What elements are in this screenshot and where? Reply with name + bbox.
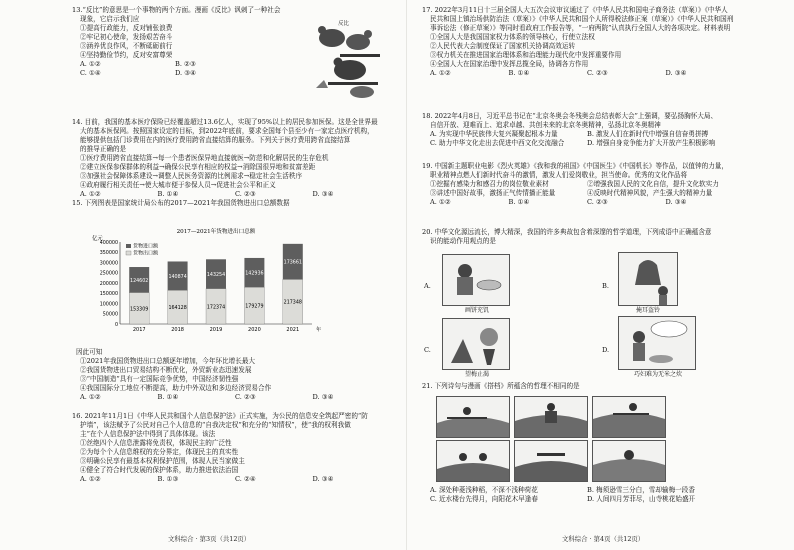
- x-tick-label: 2021: [286, 327, 300, 333]
- q21-comic-panel-5: [514, 440, 588, 482]
- q20-line-2: 识的能动作用观点的是: [430, 237, 496, 245]
- q18-row-1: [422, 130, 744, 139]
- x-tick-label: 2017: [132, 327, 146, 333]
- q14-choice-b[interactable]: B. ①④: [157, 190, 179, 198]
- q17-choice-a[interactable]: A. ①②: [430, 69, 451, 77]
- q21-comic-panel-3: [592, 396, 666, 438]
- q15-option-2: ②我国货物进出口贸易结构不断优化，外贸新业态迅速发展: [80, 366, 252, 374]
- q16-option-3: ③明确公民享有最基本权利保护范围，体现人民当家做主: [80, 457, 245, 465]
- q20-label-c[interactable]: C.: [424, 346, 431, 354]
- q19-line-2: 职业精神点燃人们新时代奋斗的激情，激发人们爱岗敬业，担当使命。优秀的文化作品将: [430, 171, 688, 179]
- q14-option-3: ③加强社会保障体系建设→调整人民医务资源的比例需求→稳定社会生活秩序: [80, 172, 303, 180]
- q15-option-4: ④我国国际分工地位不断提高，助力中外双边和多边经济贸易合作: [80, 384, 272, 392]
- q13-choice-a[interactable]: A. ①②: [80, 60, 101, 68]
- q15-choice-b[interactable]: B. ①④: [157, 393, 179, 401]
- q17-line-2: 民共和国上镇治场供防治法（草案）》《中华人民共和国个人所得税法修正案（草案）》《中华人民共和国刑: [430, 15, 734, 23]
- q20-image-b: [618, 252, 678, 306]
- bar-label-import: 140874: [168, 274, 187, 280]
- bar-label-export: 153309: [130, 307, 149, 313]
- y-tick-label: 150000: [99, 292, 118, 298]
- bar-label-import: 142936: [245, 271, 264, 277]
- bar-label-export: 179279: [245, 304, 264, 310]
- q14-choice-a[interactable]: A. ①②: [80, 190, 101, 198]
- x-tick-label: 2019: [209, 327, 223, 333]
- question-16: [72, 412, 390, 484]
- q20-label-b[interactable]: B.: [602, 282, 609, 290]
- q14-option-2: ②建立医保参保群体的利益→确保公民享有相应的权益→消除国很异地和贫富差距: [80, 163, 316, 171]
- q13-choices: [72, 60, 270, 69]
- bar-label-export: 217348: [283, 300, 302, 306]
- comic-panel-icon: [515, 441, 587, 481]
- comic-panel-icon: [437, 397, 509, 437]
- q17-choice-b[interactable]: B. ①④: [508, 69, 530, 77]
- q14-option-4: ④政府履行相关责任→使大城市便于参保人员→促进社会公平和正义: [80, 181, 276, 189]
- cartoon-title: 反比: [338, 21, 350, 27]
- right-page-footer: 文科综合 · 第4页（共12页）: [562, 535, 645, 543]
- y-tick-label: 350000: [99, 251, 118, 257]
- q17-option-3: ③权力机关在推进国家治理体系和治理能力现代化中发挥重要作用: [430, 51, 622, 59]
- q15-choices: [72, 393, 390, 402]
- q17-choice-d[interactable]: D. ③④: [665, 69, 687, 77]
- q18-choice-a[interactable]: A. 为实现中华民族伟大复兴凝聚起根本力量: [430, 130, 558, 138]
- q17-line-1: 17. 2022年3月11日十三届全国人大五次会议审议通过了《中华人民共和国电子商务法（草案）》《中华人: [422, 6, 728, 14]
- q14-line-3: 能够提供包括门诊费用在内的医疗费用跨省直接结算的服务。下列关于医疗费用跨省直接结算: [80, 136, 351, 144]
- q21-row-2: [422, 495, 744, 504]
- q19-option-4: ④反映时代精神风貌，产生强大的精神力量: [587, 189, 713, 197]
- legend-label-import: 货物进口额: [133, 243, 159, 250]
- q17-choices: [422, 69, 744, 78]
- q17-option-1: ①全国人大是我国国家权力体系的领导核心，行使立法权: [430, 33, 595, 41]
- x-tick-label: 2018: [171, 327, 184, 333]
- bell-figure-icon: [619, 253, 677, 305]
- trade-bar-chart: [84, 226, 332, 338]
- question-20: [422, 228, 744, 246]
- q18-choice-b[interactable]: B. 激发人们在新时代中增强自信奋勇拼搏: [587, 130, 709, 138]
- q19-choices: [422, 198, 744, 207]
- q19-option-1: ①挖掘有感染力和感召力的岗位敬业素材: [430, 180, 549, 188]
- y-tick-label: 100000: [99, 302, 118, 308]
- q20-image-d: [618, 316, 696, 370]
- q20-image-c: [442, 318, 510, 370]
- q18-choice-c[interactable]: C. 助力中华文化走出去促进中西文化交流融合: [430, 139, 565, 147]
- q16-choices: [72, 475, 390, 484]
- q13-option-4: ④坚持勤俭节约，反对安富尊荣: [80, 51, 173, 59]
- q14-choice-c[interactable]: C. ②③: [235, 190, 256, 198]
- pancake-figure-icon: [443, 255, 509, 305]
- bar-label-import: 173661: [283, 260, 302, 266]
- q13-choice-d[interactable]: D. ③④: [175, 69, 197, 77]
- q21-comic-panel-4: [436, 440, 510, 482]
- q13-option-2: ②牢记初心使命，发扬艰苦奋斗: [80, 33, 173, 41]
- q14-line-4: 的推导正确的是: [80, 145, 127, 153]
- q17-option-4: ④全国人大在国家治理中发挥总揽全局，协调各方作用: [430, 60, 589, 68]
- plum-figure-icon: [443, 319, 509, 369]
- bar-label-import: 143254: [206, 272, 226, 278]
- q20-label-d[interactable]: D.: [602, 346, 610, 354]
- q19-row-1: [422, 180, 744, 189]
- q16-choice-a[interactable]: A. ①②: [80, 475, 101, 483]
- question-17: [422, 6, 744, 78]
- cartoon-fanbi: [310, 18, 388, 100]
- q16-choice-c[interactable]: C. ②④: [235, 475, 256, 483]
- q20-image-a: [442, 254, 510, 306]
- question-21: [422, 382, 744, 391]
- q17-choice-c[interactable]: C. ②③: [587, 69, 608, 77]
- q16-line-2: 护墙”，该法赋予了公民对自己个人信息的“自我决定权”和充分的“知情权”，使“我的权利我做: [80, 421, 351, 429]
- q13-choice-b[interactable]: B. ②③: [175, 60, 196, 68]
- q19-row-2: [422, 189, 744, 198]
- q21-choice-c[interactable]: C. 近水楼台先得月，向阳花木早逢春: [430, 495, 538, 503]
- q14-line-1: 14. 目前，我国的基本医疗保险已经覆盖超过13.6亿人，实现了95%以上的居民参加医保。这是全世界最: [72, 118, 378, 126]
- q13-choice-c[interactable]: C. ①④: [80, 69, 101, 77]
- q14-option-1: ①医疗费用跨省直接结算→每一个患者医保异地直接就医→防范和化解居民的生存危机: [80, 154, 329, 162]
- question-21-options: [422, 486, 744, 504]
- q18-line-2: 自信开放、迎难而上、追求卓越、共创未来的北京冬奥精神，弘扬北京冬奥精神: [430, 121, 661, 129]
- legend-label-export: 货物出口额: [133, 250, 159, 257]
- q14-choice-d[interactable]: D. ③④: [312, 190, 334, 198]
- comic-panel-icon: [437, 441, 509, 481]
- bar-label-export: 172374: [206, 305, 226, 311]
- q19-choice-c[interactable]: C. ②③: [587, 198, 608, 206]
- q16-option-1: ①丝绝四个人信息泄露将免责权，体现民主的广泛性: [80, 439, 232, 447]
- q14-line-2: 大的基本医保网。按照国家设定的目标，到2022年底前，要求全国每个县至少有一家定点医疗机构，: [80, 127, 374, 135]
- question-14: [72, 118, 390, 208]
- legend-swatch-export: [126, 251, 131, 255]
- x-tick-label: 2020: [248, 327, 261, 333]
- q16-line-1: 16. 2021年11月1日《中华人民共和国个人信息保护法》正式实施，为公民的信息安全筑起严密的“防: [72, 412, 368, 420]
- q19-option-2: ②增强我国人民的文化自信，提升文化软实力: [587, 180, 719, 188]
- cartoon-chickens-icon: [310, 18, 388, 100]
- q13-stem-2: 现象，它启示我们应: [80, 15, 140, 23]
- q21-row-1: [422, 486, 744, 495]
- q15-choice-a[interactable]: A. ①②: [80, 393, 101, 401]
- q13-option-1: ①提高行政能力，反对铺张浪费: [80, 24, 173, 32]
- q15-stem: 15. 下列图表是国家统计局公布的2017—2021年我国货物进出口总额数据: [72, 199, 290, 207]
- question-15-followup: [72, 348, 390, 402]
- q21-stem: 21. 下列诗句与漫画《搭档》所蕴含的哲理不相同的是: [422, 382, 580, 390]
- q21-choice-a[interactable]: A. 深处种菱浅种稻，不深不浅种荷花: [430, 486, 538, 494]
- legend-swatch-import: [126, 244, 131, 248]
- q20-line-1: 20. 中华文化源远流长，博大精深，我国的许多典故包含着深邃的哲学道理，下列成语中正确蕴含意: [422, 228, 712, 236]
- q20-caption-d: 巧妇难为无米之炊: [633, 371, 682, 378]
- cook-figure-icon: [619, 317, 695, 369]
- y-tick-label: 50000: [102, 312, 118, 318]
- q17-option-2: ②人民代表大会制度保证了国家机关协调高效运转: [430, 42, 576, 50]
- q15-after: 因此可知: [76, 348, 103, 356]
- q16-option-2: ②为每个个人信息维权的充分界定，体现民主的真实性: [80, 448, 239, 456]
- q17-line-3: 事诉讼法（修正草案）》等同时看政府工作报告等，“一府两院”认真执行全国人大的各项决定。材料表明: [430, 24, 731, 32]
- comic-panel-icon: [515, 397, 587, 437]
- q16-option-4: ④健全了符合时代发展的保护体系，助力推进依法治国: [80, 466, 239, 474]
- q21-comic-panel-6: [592, 440, 666, 482]
- q18-row-2: [422, 139, 744, 148]
- q13-choices-row2: [72, 69, 270, 78]
- bar-label-export: 164128: [168, 306, 187, 312]
- q20-caption-b: 掩耳盗铃: [635, 307, 660, 314]
- y-tick-label: 400000: [99, 240, 118, 246]
- q15-choice-d[interactable]: D. ③④: [312, 393, 334, 401]
- question-19: [422, 162, 744, 207]
- q13-option-3: ③涵养优良作风，不断砥砺前行: [80, 42, 173, 50]
- q19-option-3: ③讲述中国好故事，激扬正气传情播正能量: [430, 189, 556, 197]
- q16-choice-d[interactable]: D. ③④: [312, 475, 334, 483]
- q16-choice-b[interactable]: B. ①③: [157, 475, 179, 483]
- q15-option-3: ③“中国制造”具有一定国际竞争优势，中国经济韧性强: [80, 375, 239, 383]
- q19-choice-b[interactable]: B. ①④: [508, 198, 530, 206]
- q19-choice-d[interactable]: D. ③④: [665, 198, 687, 206]
- x-axis-unit: 年: [316, 327, 322, 333]
- q19-choice-a[interactable]: A. ①②: [430, 198, 451, 206]
- chart-title: 2017—2021年货物进出口总额: [176, 229, 256, 235]
- q21-choice-b[interactable]: B. 梅须逊雪三分白，雪却输梅一段香: [587, 486, 695, 494]
- y-tick-label: 0: [114, 322, 118, 328]
- q15-option-1: ①2021年我国货物进出口总额逐年增加，今年环比增长最大: [80, 357, 256, 365]
- q18-line-1: 18. 2022年4月8日，习近平总书记在“北京冬奥会冬残奥会总结表彰大会”上强调，要弘扬胸怀大局、: [422, 112, 718, 120]
- q20-caption-c: 望梅止渴: [464, 371, 489, 378]
- q21-comic-panel-1: [436, 396, 510, 438]
- left-page-footer: 文科综合 · 第3页（共12页）: [168, 535, 251, 543]
- question-18: [422, 112, 744, 148]
- q21-choice-d[interactable]: D. 人间四月芳菲尽，山寺桃花始盛开: [587, 495, 696, 503]
- page-spine: [406, 0, 407, 550]
- q20-label-a[interactable]: A.: [424, 282, 431, 290]
- q13-stem-1: 13.“反比”的意思是一个事物的两个方面。漫画《反比》讽刺了一种社会: [72, 6, 281, 14]
- q18-choice-d[interactable]: D. 增强自身竞争能力扩大开放产生积极影响: [587, 139, 715, 147]
- y-axis-label: 亿元: [92, 236, 103, 242]
- bar-label-import: 124602: [130, 278, 149, 284]
- q21-comic-panel-2: [514, 396, 588, 438]
- q15-choice-c[interactable]: C. ②③: [235, 393, 256, 401]
- q16-line-3: 主”在个人信息保护法中得到了具体体现。该法: [80, 430, 216, 438]
- y-tick-label: 200000: [99, 281, 118, 287]
- y-tick-label: 250000: [99, 271, 118, 277]
- comic-panel-icon: [593, 397, 665, 437]
- q19-line-1: 19. 中国新主题职业电影《烈火英雄》《我和我的祖国》《中国医生》《中国机长》等作品，以值钟的力量，: [422, 162, 728, 170]
- right-page: [422, 0, 744, 550]
- q20-caption-a: 画饼充饥: [464, 307, 489, 314]
- comic-panel-icon: [593, 441, 665, 481]
- q14-choices: [72, 190, 390, 199]
- y-tick-label: 300000: [99, 261, 118, 267]
